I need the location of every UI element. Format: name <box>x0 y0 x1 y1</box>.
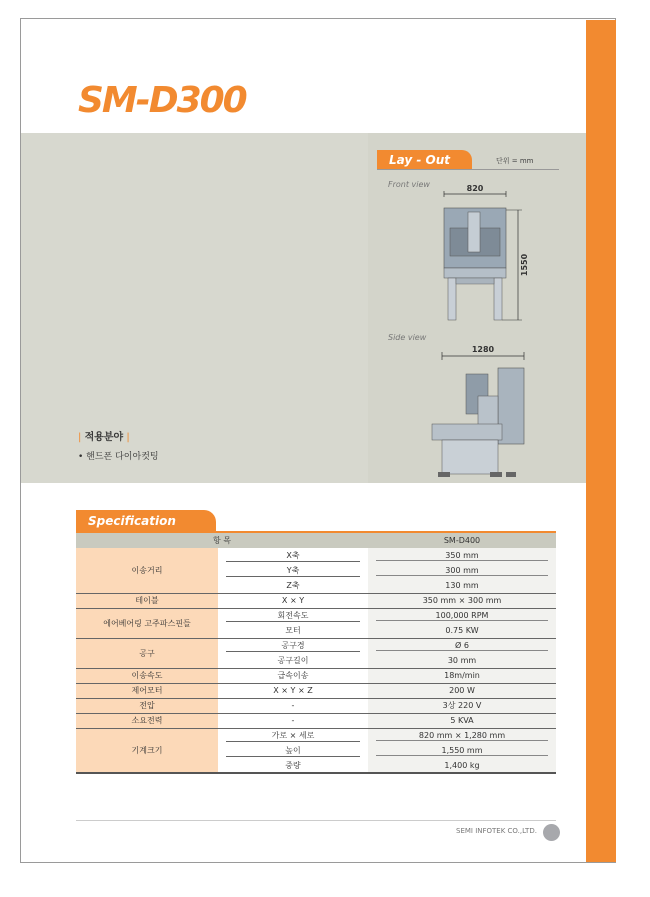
spec-value: 350 mm × 300 mm <box>368 593 556 608</box>
spec-category: 소요전력 <box>76 713 218 728</box>
front-height-dimension: 1550 <box>520 253 529 277</box>
side-view-label: Side view <box>388 333 427 342</box>
spec-header-item: 항 목 <box>76 533 368 548</box>
spec-sub: 회전속도 <box>226 610 360 622</box>
spec-category: 전압 <box>76 698 218 713</box>
spec-value: 100,000 RPM <box>376 611 548 621</box>
application-title-text: 적용분야 <box>84 432 124 443</box>
spec-sub: 급속이송 <box>218 668 368 683</box>
spec-category: 공구 <box>76 638 218 668</box>
spec-sub: 공구길이 <box>218 653 368 668</box>
spec-category: 제어모터 <box>76 683 218 698</box>
spec-sub: X × Y × Z <box>218 683 368 698</box>
spec-header-model: SM-D400 <box>368 533 556 548</box>
spec-header-row <box>76 533 556 548</box>
spec-sub: Y축 <box>226 565 360 577</box>
spec-category: 기계크기 <box>76 728 218 773</box>
spec-value: 1,400 kg <box>368 758 556 773</box>
layout-divider <box>377 169 559 170</box>
spec-sub: 모터 <box>218 623 368 638</box>
front-width-dimension: 820 <box>466 184 484 193</box>
spec-value: Ø 6 <box>376 641 548 651</box>
spec-value: 350 mm <box>376 551 548 561</box>
side-view-drawing <box>428 340 538 482</box>
table-row <box>76 668 556 683</box>
spec-value: 820 mm × 1,280 mm <box>376 731 548 741</box>
front-view-drawing <box>430 180 540 325</box>
side-width-dimension: 1280 <box>471 345 495 354</box>
spec-value: 3상 220 V <box>368 698 556 713</box>
side-accent-bar <box>586 20 616 862</box>
spec-sub: Z축 <box>218 578 368 593</box>
spec-sub: 높이 <box>226 745 360 757</box>
spec-sub: 중량 <box>218 758 368 773</box>
table-row <box>76 608 556 623</box>
spec-sub: 공구경 <box>226 640 360 652</box>
spec-sub: - <box>218 698 368 713</box>
spec-table <box>76 533 556 774</box>
spec-sub: - <box>218 713 368 728</box>
footer-company: SEMI INFOTEK CO.,LTD. <box>456 827 537 835</box>
spec-tab: Specification <box>76 510 216 532</box>
spec-sub: X축 <box>226 550 360 562</box>
spec-sub: X × Y <box>218 593 368 608</box>
application-item: • 핸드폰 다이아컷팅 <box>78 452 159 462</box>
spec-value: 200 W <box>368 683 556 698</box>
spec-value: 18m/min <box>368 668 556 683</box>
footer-logo-dot <box>543 824 560 841</box>
footer-divider <box>76 820 556 821</box>
spec-value: 300 mm <box>376 566 548 576</box>
table-row <box>76 698 556 713</box>
table-row <box>76 548 556 563</box>
spec-category: 테이블 <box>76 593 218 608</box>
product-title: SM-D300 <box>78 80 246 121</box>
table-row <box>76 638 556 653</box>
layout-tab: Lay - Out <box>377 150 472 170</box>
front-view-label: Front view <box>388 180 430 189</box>
spec-value: 1,550 mm <box>376 746 548 756</box>
spec-value: 5 KVA <box>368 713 556 728</box>
spec-sub: 가로 × 세로 <box>226 730 360 742</box>
table-row <box>76 728 556 743</box>
spec-value: 30 mm <box>368 653 556 668</box>
spec-value: 0.75 KW <box>368 623 556 638</box>
spec-category: 이송속도 <box>76 668 218 683</box>
spec-value: 130 mm <box>368 578 556 593</box>
spec-category: 에어베어링 고주파스핀들 <box>76 608 218 638</box>
spec-category: 이송거리 <box>76 548 218 593</box>
unit-label: 단위 = mm <box>496 157 534 165</box>
application-title: | 적용분야 | <box>78 432 130 443</box>
table-row <box>76 683 556 698</box>
table-row <box>76 713 556 728</box>
table-row <box>76 593 556 608</box>
